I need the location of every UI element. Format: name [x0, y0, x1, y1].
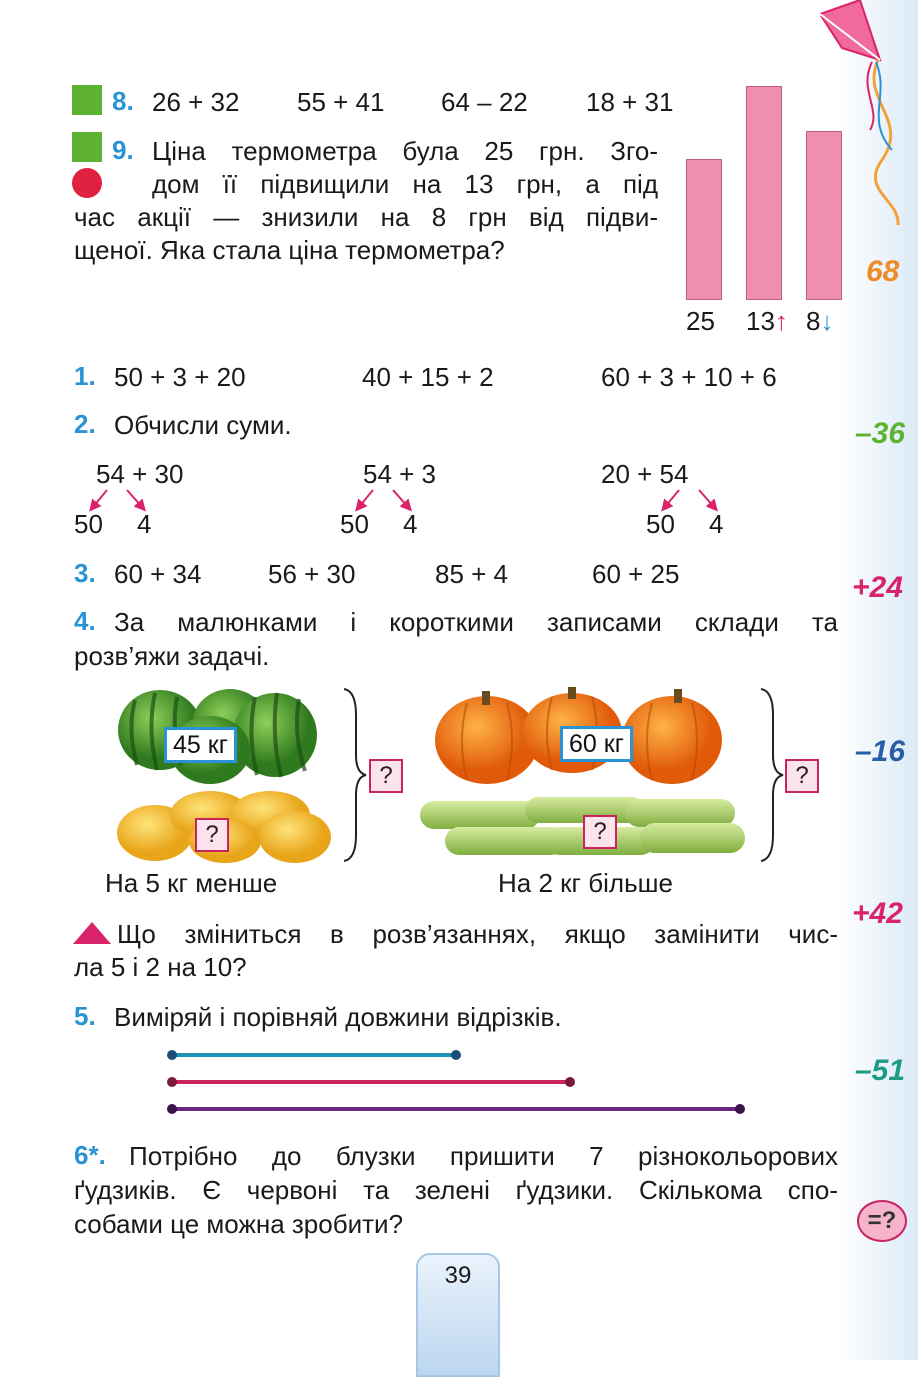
- green-square-icon: [72, 85, 102, 115]
- unknown-box: ?: [583, 815, 617, 849]
- task9-line: щеної. Яка стала ціна термометра?: [74, 235, 505, 265]
- task6-line: ґудзиків. Є червоні та зелені ґудзики. Скількома спо-: [74, 1175, 838, 1205]
- unknown-box: ?: [785, 759, 819, 793]
- task3-expr: 60 + 34: [114, 559, 202, 589]
- task6-line: собами це можна зробити?: [74, 1209, 404, 1239]
- weight-label: 45 кг: [164, 727, 237, 763]
- chart-bar: [746, 86, 782, 300]
- unknown-box: ?: [369, 759, 403, 793]
- chart-label: 8↓: [806, 306, 834, 336]
- task9-line: час акції — знизили на 8 грн від підви-: [74, 202, 658, 232]
- task4-line: За малюнками і короткими записами склади та: [114, 607, 838, 637]
- task2-part: 50: [74, 509, 103, 539]
- task5-text: Виміряй і порівняй довжини відрізків.: [114, 1002, 562, 1032]
- task9-number: 9.: [112, 135, 134, 165]
- chart-label: 25: [686, 306, 715, 336]
- down-arrow-icon: ↓: [820, 306, 834, 336]
- pink-triangle-icon: [73, 922, 111, 944]
- task8-number: 8.: [112, 86, 134, 116]
- task4-number: 4.: [74, 606, 96, 636]
- task8-expr: 18 + 31: [586, 87, 674, 117]
- task3-expr: 60 + 25: [592, 559, 680, 589]
- red-circle-icon: [72, 168, 102, 198]
- weight-label: 60 кг: [560, 726, 633, 762]
- triangle-line: Що зміниться в розв’язаннях, якщо замінити чис-: [117, 919, 838, 949]
- chart-bar: [806, 131, 842, 300]
- chart-bar: [686, 159, 722, 300]
- task8-expr: 64 – 22: [441, 87, 528, 117]
- caption: На 5 кг менше: [105, 868, 278, 898]
- unknown-box: ?: [195, 818, 229, 852]
- task1-expr: 40 + 15 + 2: [362, 362, 494, 392]
- up-arrow-icon: ↑: [774, 306, 788, 336]
- task9-line: Ціна термометра була 25 грн. Зго-: [152, 136, 658, 166]
- task3-expr: 56 + 30: [268, 559, 356, 589]
- task8-expr: 55 + 41: [297, 87, 385, 117]
- equals-question-badge: =?: [857, 1200, 907, 1242]
- task2-part: 50: [340, 509, 369, 539]
- task3-expr: 85 + 4: [435, 559, 509, 589]
- chart-label: 13↑: [746, 306, 788, 336]
- task1-number: 1.: [74, 361, 96, 391]
- page-number: 39: [444, 1262, 472, 1289]
- brace: [757, 685, 787, 865]
- task2-part: 4: [709, 509, 724, 539]
- task1-expr: 50 + 3 + 20: [114, 362, 246, 392]
- bar-chart: [680, 80, 850, 340]
- task6-number: 6*.: [74, 1140, 106, 1170]
- task2-expr: 54 + 30: [96, 459, 184, 489]
- task2-expr: 54 + 3: [363, 459, 437, 489]
- task3-number: 3.: [74, 558, 96, 588]
- side-op-1: –36: [855, 417, 906, 450]
- task9-line: дом її підвищили на 13 грн, а під: [152, 169, 658, 199]
- side-op-5: –51: [855, 1054, 906, 1087]
- task4-line: розв’яжи задачі.: [74, 641, 270, 671]
- caption: На 2 кг більше: [498, 868, 673, 898]
- task2-expr: 20 + 54: [601, 459, 689, 489]
- green-square-icon: [72, 132, 102, 162]
- triangle-line: ла 5 і 2 на 10?: [74, 952, 247, 982]
- task2-number: 2.: [74, 409, 96, 439]
- task2-part: 50: [646, 509, 675, 539]
- task6-line: Потрібно до блузки пришити 7 різнокольорових: [129, 1141, 838, 1171]
- side-start: 68: [866, 255, 900, 288]
- decomposition-arrows: [0, 485, 760, 515]
- task2-part: 4: [137, 509, 152, 539]
- task2-part: 4: [403, 509, 418, 539]
- side-op-3: –16: [855, 735, 906, 768]
- side-op-4: +42: [852, 897, 903, 930]
- task5-number: 5.: [74, 1001, 96, 1031]
- segments: [160, 1045, 760, 1120]
- task2-title: Обчисли суми.: [114, 410, 292, 440]
- task1-expr: 60 + 3 + 10 + 6: [601, 362, 777, 392]
- task8-expr: 26 + 32: [152, 87, 240, 117]
- side-op-2: +24: [852, 571, 903, 604]
- brace: [340, 685, 370, 865]
